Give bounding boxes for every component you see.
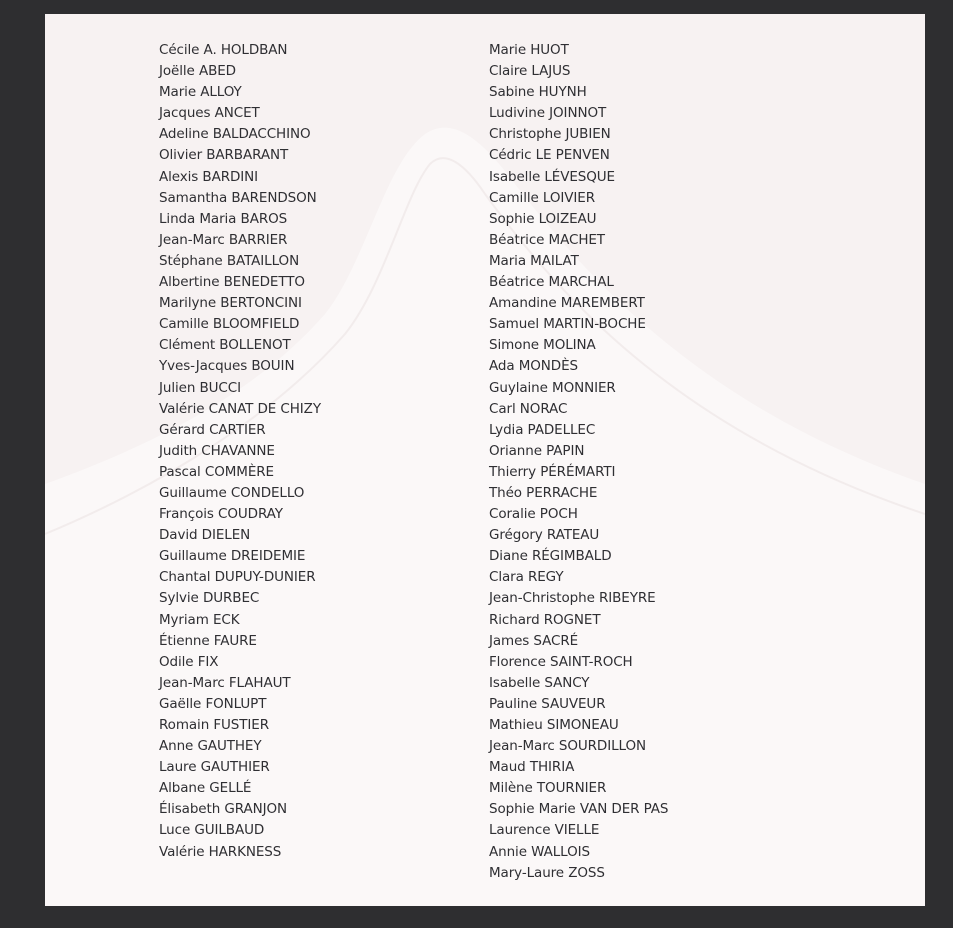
name-list-item: Maud THIRIA <box>489 759 575 776</box>
name-list-item: François COUDRAY <box>159 506 283 523</box>
name-list-item: Guillaume DREIDEMIE <box>159 548 306 565</box>
name-list-item: Samuel MARTIN-BOCHE <box>489 316 646 333</box>
name-list-item: Olivier BARBARANT <box>159 147 289 164</box>
name-list-item: Carl NORAC <box>489 400 568 417</box>
name-list-item: Stéphane BATAILLON <box>159 252 300 269</box>
name-list-item: Jean-Marc FLAHAUT <box>159 674 291 691</box>
name-list-item: Camille BLOOMFIELD <box>159 316 300 333</box>
name-list-item: Annie WALLOIS <box>489 843 590 860</box>
name-list-item: Ada MONDÈS <box>489 358 578 375</box>
name-list-item: Myriam ECK <box>159 611 240 628</box>
name-list-item: Isabelle LÉVESQUE <box>489 168 615 185</box>
name-list-item: Judith CHAVANNE <box>159 442 275 459</box>
name-list-item: Linda Maria BAROS <box>159 210 288 227</box>
name-list-item: Jean-Marc SOURDILLON <box>489 738 646 755</box>
name-list-item: Joëlle ABED <box>159 63 236 80</box>
name-list-item: Anne GAUTHEY <box>159 738 262 755</box>
name-list-item: Simone MOLINA <box>489 337 596 354</box>
name-list-item: Odile FIX <box>159 653 219 670</box>
name-list-item: Albane GELLÉ <box>159 780 252 797</box>
name-list-item: Sylvie DURBEC <box>159 590 260 607</box>
name-list-item: Cédric LE PENVEN <box>489 147 610 164</box>
names-column-right <box>489 40 668 884</box>
name-list-item: Yves-Jacques BOUIN <box>159 358 295 375</box>
name-list-item: Marie ALLOY <box>159 84 242 101</box>
name-list-item: Grégory RATEAU <box>489 527 600 544</box>
name-list-item: Isabelle SANCY <box>489 674 590 691</box>
name-list-item: Thierry PÉRÉMARTI <box>489 463 616 480</box>
name-list-item: Florence SAINT-ROCH <box>489 653 633 670</box>
name-list-item: Pauline SAUVEUR <box>489 695 606 712</box>
name-list-item: Sophie LOIZEAU <box>489 210 597 227</box>
name-list-item: Guillaume CONDELLO <box>159 484 305 501</box>
name-list-item: Amandine MAREMBERT <box>489 295 645 312</box>
name-list-item: Laurence VIELLE <box>489 822 600 839</box>
name-list-item: Milène TOURNIER <box>489 780 607 797</box>
name-list-item: James SACRÉ <box>489 632 579 649</box>
name-list-item: Lydia PADELLEC <box>489 421 596 438</box>
name-list-item: Marilyne BERTONCINI <box>159 295 302 312</box>
name-list-item: Coralie POCH <box>489 506 578 523</box>
name-list-item: Mary-Laure ZOSS <box>489 864 605 881</box>
name-list-item: Chantal DUPUY-DUNIER <box>159 569 316 586</box>
name-list-item: Valérie HARKNESS <box>159 843 282 860</box>
name-list-item: Marie HUOT <box>489 42 569 58</box>
name-list-item: Cécile A. HOLDBAN <box>159 42 288 58</box>
name-list-item: Jean-Christophe RIBEYRE <box>489 590 656 607</box>
name-list-item: Ludivine JOINNOT <box>489 105 607 122</box>
name-list-item: Richard ROGNET <box>489 611 601 628</box>
name-list-item: Romain FUSTIER <box>159 717 270 733</box>
name-list-item: Alexis BARDINI <box>159 168 259 185</box>
name-list-item: Laure GAUTHIER <box>159 759 270 776</box>
name-list-item: Diane RÉGIMBALD <box>489 548 612 565</box>
name-list-item: Sabine HUYNH <box>489 84 587 101</box>
name-list-item: Claire LAJUS <box>489 63 571 80</box>
name-list-item: Mathieu SIMONEAU <box>489 717 619 733</box>
name-list-item: Adeline BALDACCHINO <box>159 126 311 143</box>
name-list-item: Maria MAILAT <box>489 252 579 269</box>
name-list-item: Albertine BENEDETTO <box>159 274 305 291</box>
name-list-item: Jean-Marc BARRIER <box>159 231 288 248</box>
name-list-item: Gérard CARTIER <box>159 421 266 438</box>
name-list-item: David DIELEN <box>159 527 251 544</box>
name-list-item: Valérie CANAT DE CHIZY <box>159 400 321 417</box>
name-list-item: Pascal COMMÈRE <box>159 463 274 480</box>
name-list-item: Guylaine MONNIER <box>489 379 616 396</box>
name-list-item: Clément BOLLENOT <box>159 337 291 354</box>
name-list-item: Luce GUILBAUD <box>159 822 265 839</box>
name-list-item: Christophe JUBIEN <box>489 126 611 143</box>
name-list-item: Samantha BARENDSON <box>159 189 317 206</box>
name-list-item: Orianne PAPIN <box>489 442 585 459</box>
name-list-item: Béatrice MACHET <box>489 231 605 248</box>
names-column-left <box>159 40 321 863</box>
name-list-item: Sophie Marie VAN DER PAS <box>489 801 669 818</box>
name-list-item: Béatrice MARCHAL <box>489 274 614 291</box>
name-list-item: Jacques ANCET <box>159 105 260 122</box>
name-list-item: Julien BUCCI <box>159 379 241 396</box>
name-list-item: Théo PERRACHE <box>489 484 598 501</box>
document-page <box>45 14 925 906</box>
name-list-item: Étienne FAURE <box>159 632 257 649</box>
name-list-item: Camille LOIVIER <box>489 189 595 206</box>
name-list-item: Gaëlle FONLUPT <box>159 695 267 712</box>
name-list-item: Élisabeth GRANJON <box>159 801 287 818</box>
name-list-item: Clara REGY <box>489 569 564 586</box>
